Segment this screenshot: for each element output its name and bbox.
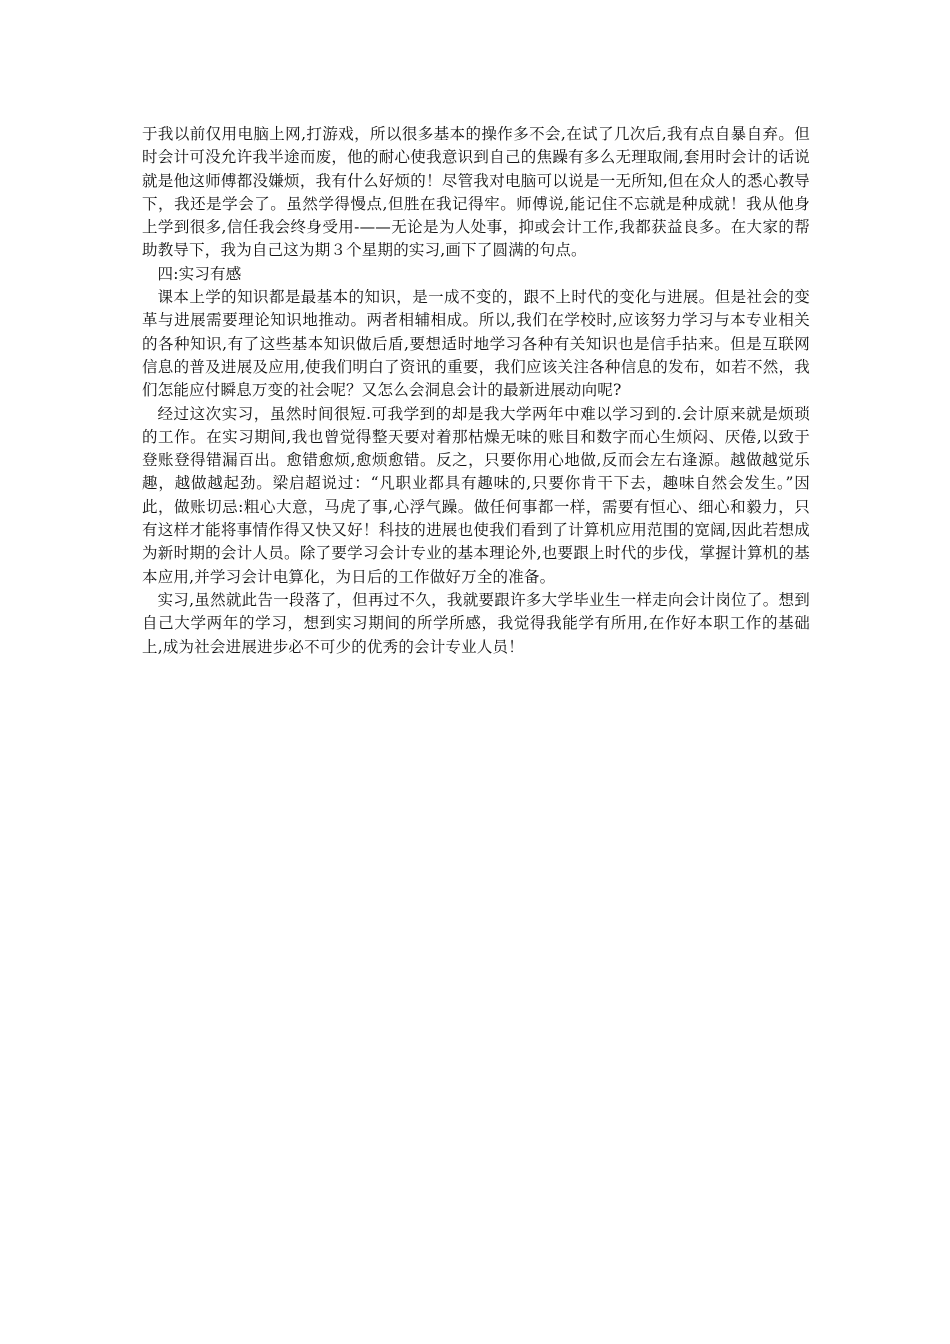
section-heading: 四:实习有感 [157,264,242,283]
paragraph: 课本上学的知识都是最基本的知识，是一成不变的，跟不上时代的变化与进展。但是社会的变革与进展需要理论知识地推动。两者相辅相成。所以,我们在学校时,应该努力学习与本专业相关的各种知识,有了这些基本知识做后盾,要想适时地学习各种有关知识也是信手拈来。但是互联网信息的普及进展及应用,使我们明白了资讯的重要，我们应该关注各种信息的发布，如若不然，我们怎能应付瞬息万变的社会呢？又怎么会洞息会计的最新进展动向呢? [142,288,810,400]
paragraph-continued: 于我以前仅用电脑上网,打游戏，所以很多基本的操作多不会,在试了几次后,我有点自暴自弃。但时会计可没允许我半途而废，他的耐心使我意识到自己的焦躁有多么无理取闹,套用时会计的话说就是他这师傅都没嫌烦，我有什么好烦的！尽管我对电脑可以说是一无所知,但在众人的悉心教导下，我还是学会了。虽然学得慢点,但胜在我记得牢。师傅说,能记住不忘就是种成就！我从他身上学到很多,信任我会终身受用-——无论是为人处事，抑或会计工作,我都获益良多。在大家的帮助教导下，我为自己这为期３个星期的实习,画下了圆满的句点。 [142,125,810,260]
paragraph: 经过这次实习，虽然时间很短.可我学到的却是我大学两年中难以学习到的.会计原来就是烦琐的工作。在实习期间,我也曾觉得整天要对着那枯燥无味的账目和数字而心生烦闷、厌倦,以致于登账登得错漏百出。愈错愈烦,愈烦愈错。反之，只要你用心地做,反而会左右逢源。越做越觉乐趣，越做越起劲。梁启超说过：“凡职业都具有趣味的,只要你肯干下去，趣味自然会发生。”因此，做账切忌:粗心大意，马虎了事,心浮气躁。做任何事都一样，需要有恒心、细心和毅力，只有这样才能将事情作得又快又好！科技的进展也使我们看到了计算机应用范围的宽阔,因此若想成为新时期的会计人员。除了要学习会计专业的基本理论外,也要跟上时代的步伐，掌握计算机的基本应用,并学习会计电算化，为日后的工作做好万全的准备。 [142,404,810,586]
document-body [142,123,810,659]
paragraph: 实习,虽然就此告一段落了，但再过不久，我就要跟许多大学毕业生一样走向会计岗位了。想到自己大学两年的学习，想到实习期间的所学所感，我觉得我能学有所用,在作好本职工作的基础上,成为社会进展进步必不可少的优秀的会计专业人员！ [142,590,810,656]
